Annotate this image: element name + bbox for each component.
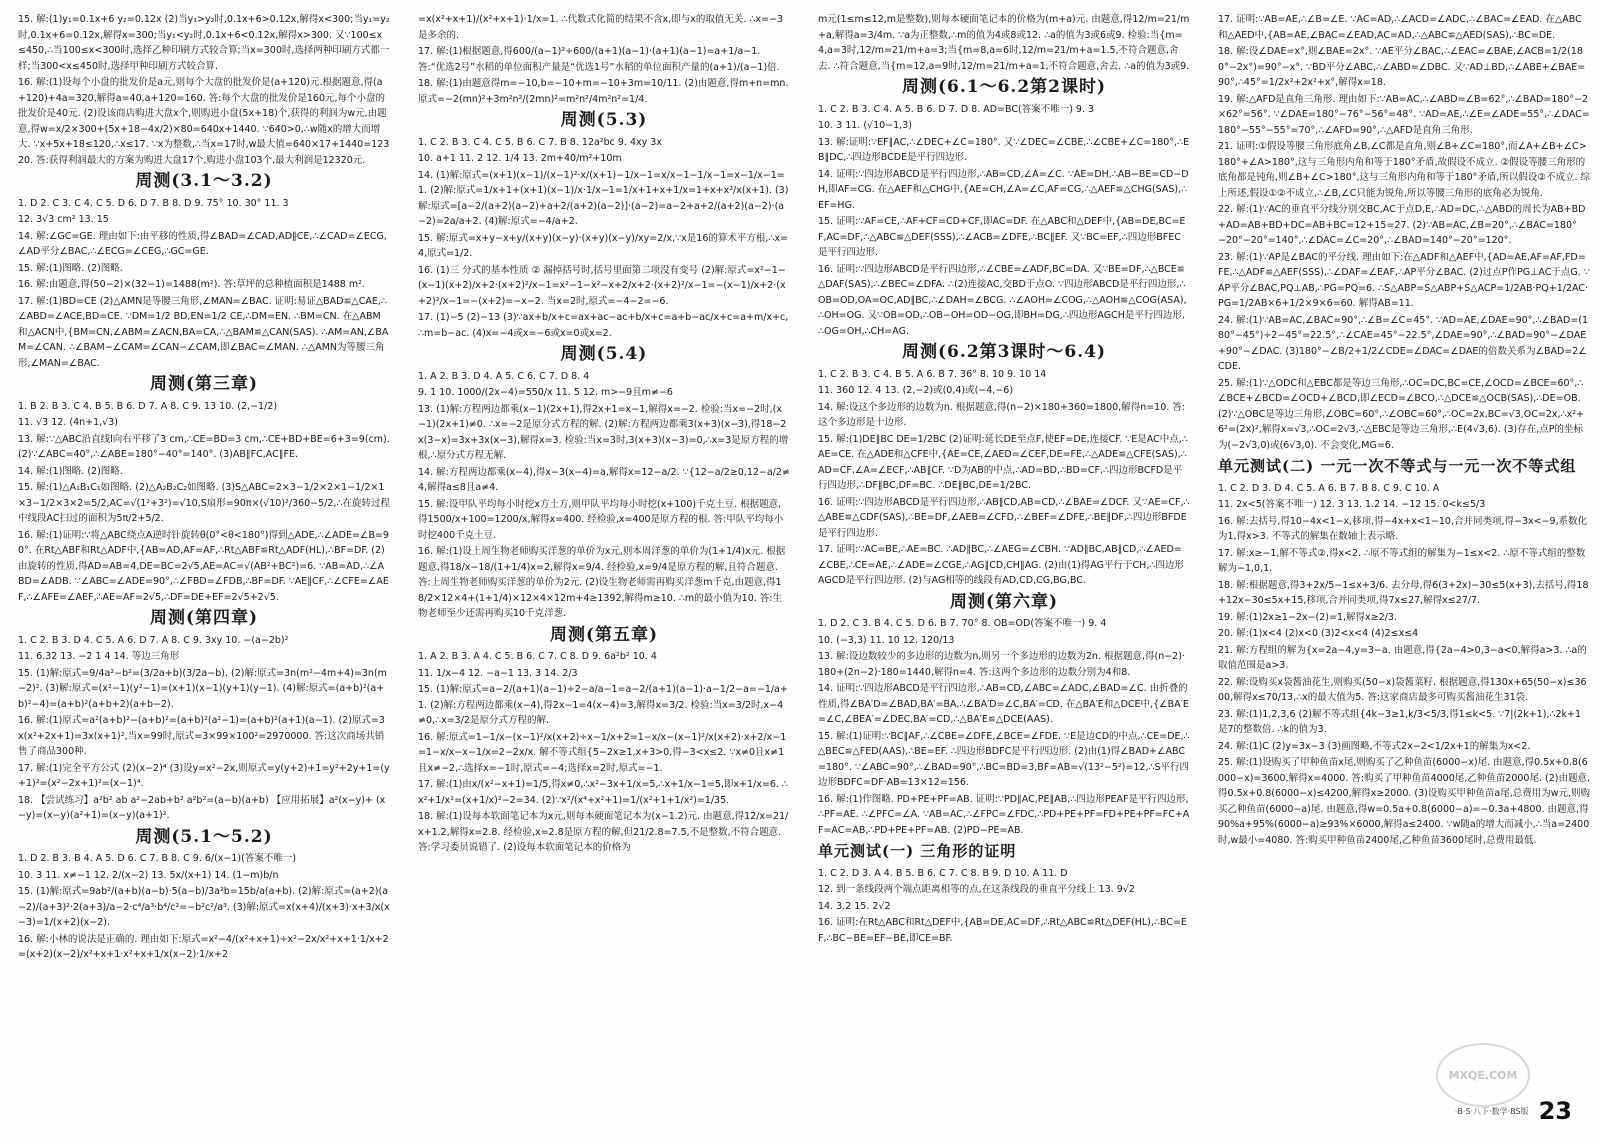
answer-entry: 1. C 2. B 3. C 4. C 5. B 6. C 7. B 8. 12a²bc 9. 4xy 3x (418, 136, 662, 148)
answer-entry: 15. 解:(1)△A₁B₁C₁如图略. (2)△A₂B₂C₂如图略. (3)S△ABC=2×3−1/2×2×1−1/2×1×3−1/2×3×2=5/2,AC=√(1²+3²)=√10,S扇形=90π×(√10)²/360−5/2,∴在旋转过程中线段AC扫过的面积为5π/2+5/2. (18, 482, 390, 524)
answer-entry: 15. 解:(1)证明:∵BC∥AF,∴∠CBE=∠DFE,∠BCE=∠FDE. ∵E是边CD的中点,∴CE=DE,∴△BEC≌△FED(AAS),∴BE=EF. ∴四边形BDFC是平行四边形. (2)由(1)得∠BAD+∠ABC=180°. ∵∠ABC=90°,∴∠BAD=90°,∴BC=BD=3,BF=AB=√(13²−5²)=12,∴S平行四边形BDFC=DF·AB=13×12=156. (818, 730, 1190, 788)
answer-entry: 14. 证明:∵四边形ABCD是平行四边形,∴AB=CD,∠A=∠C. ∵AE=DH,∴AB−BE=CD−DH,即AF=CG. 在△AEF和△CHG中,{AE=CH,∠A=∠C,AF=CG,∴△AEF≌△CHG(SAS),∴EF=HG. (818, 168, 1189, 211)
answer-entry: 11. 6.32 13. −2 1 4 14. 等边三角形 (18, 651, 180, 662)
section-heading: 周测(6.1～6.2第2课时) (901, 77, 1107, 97)
answer-entry: 19. 解:(1)2x≥1−2x−(2)=1,解得x≥2/3. (1218, 611, 1397, 623)
answer-entry: 24. 解:(1)C (2)y=3x−3 (3)画图略,不等式2x−2<1/2x+1的解集为x<2. (1218, 740, 1531, 752)
answer-entry: 1. A 2. B 3. A 4. C 5. B 6. C 7. C 8. D 9. 6a²b² 10. 4 (418, 651, 657, 662)
footer-label: ·B·S·八下·数学·BS版 (1454, 1106, 1529, 1116)
section-heading: 周测(5.3) (560, 110, 648, 130)
answer-entry: 17. 解:(1)由x/(x²−x+1)=1/5,得x≠0,∴x²−3x+1/x=5,∴x+1/x−1=5,即x+1/x=6. ∴x²+1/x²=(x+1/x)²−2=34. (2)∵x²/(x⁴+x²+1)=1/(x²+1+1/x²)=1/35. (418, 779, 788, 806)
answer-entry: 20. 解:(1)x<4 (2)x<0 (3)2<x<4 (4)2≤x≤4 (1218, 628, 1419, 639)
answer-entry: 1. C 2. D 3. D 4. C 5. A 6. B 7. B 8. C 9. C 10. A (1218, 482, 1440, 494)
answer-entry: 14. 解:(1)图略. (2)图略. (18, 465, 123, 477)
answer-entry: 9. 1 10. 1000/(2x−4)=550/x 11. 5 12. m>−9且m≠−6 (418, 387, 673, 398)
watermark-text: MXQE.COM (1448, 1068, 1518, 1082)
answer-entry: 22. 解:设购买x袋酱油花生,则购买(50−x)袋酱菜籽. 根据题意,得130x+65(50−x)≤3600,解得x≤70/13,∴x的最大值为5. 答:这家商店最多可购买酱油花生31袋. (1218, 676, 1587, 703)
answer-entry: 15. 解:设甲队平均每小时挖x方土方,则甲队平均每小时挖(x+100)千克土豆. 根据题意,得1500/x+100=1200/x,解得x=400. 经检验,x=400是原方程的根. 答:甲队平均每小时挖400千克土豆. (418, 498, 784, 541)
answer-entry: 24. 解:(1)∵AB=AC,∠BAC=90°,∴∠B=∠C=45°. ∵AD=AE,∠DAE=90°,∴∠BAD=(180°−45°)÷2−45°=22.5°,∴∠CAE=45°−22.5°,∠DAE=90°,∴∠BAD=90°−∠DAE+90°−∠DAC. (3)180°−∠B/2+1/2∠CDE=∠DAC=∠DAE的倍数关系为∠BAD=2∠CDE. (1218, 314, 1589, 372)
answer-column-2 (400, 0, 800, 1137)
answer-column-1 (0, 0, 400, 1137)
answer-entry: 15. 证明:∵AF=CE,∴AF+CF=CD+CF,即AC=DF. 在△ABC和△DEF中,{AB=DE,BC=EF,AC=DF,∴△ABC≌△DEF(SSS),∴∠ACB=∠DFE,∴BC∥EF. 又∵BC=EF,∴四边形BFEC是平行四边形. (818, 216, 1186, 258)
answer-column-3 (800, 0, 1200, 1137)
answer-entry: 13. 解:设边数较少的多边形的边数为n,则另一个多边形的边数为2n. 根据题意,得(n−2)·180+(2n−2)·180=1440,解得n=4. 答:这两个多边形的边数分别为4和8. (818, 651, 1185, 678)
answer-entry: 11. 360 12. 4 13. (2,−2)或(0,4)或(−4,−6) (818, 385, 1014, 396)
answer-entry: 16. 解:小林的说法是正确的. 理由如下:原式=x²−4/(x²+x+1)÷x²−2x/x²+x+1·1/x+2=(x+2)(x−2)/x²+x+1·x²+x+1/x(x−2)·1/x+2 (18, 933, 389, 960)
answer-entry: 12. 3√3 cm² 13. 15 (18, 214, 109, 225)
section-heading: 周测(3.1～3.2) (135, 171, 273, 191)
answer-entry: 22. 解:(1)∵AC的垂直平分线分别交BC,AC于点D,E,∴AD=DC,∴△ABD的周长为AB+BD+AD=AB+BD+DC=AB+BC=12+15=27. (2)∵AB=AC,∠B=20°,∴∠BAC=180°−20°−20°=140°,∴∠DAC=∠C=20°,∴∠BAD=140°−20°=120°. (1218, 204, 1586, 246)
answer-entry: 15. 解:(1)图略. (2)图略. (18, 262, 123, 274)
answer-entry: 16. 解:原式=1−1/x−(x−1)²/x(x+2)÷x−1/x+2=1−x/x−(x−1)²/x(x+2)·x+2/x−1=1−x/x−x−1/x=2−2x/x. 解不等式组{5−2x≥1,x+3>0,得−3<x≤2. ∵x≠0且x≠1且x≠−2,∴选择x=−1时,原式=−4;选择x=2时,原式=−1. (418, 731, 787, 774)
answer-entry: 16. 解:(1)证明:∵将△ABC绕点A逆时针旋转θ(0°<θ<180°)得到△ADE,∴∠ADE=∠B=90°. 在Rt△ABF和Rt△ADF中,{AB=AD,AF=AF,∴Rt△ABF≌Rt△ADF(HL),∴BF=DF. (2)由旋转的性质,得AD=AB=4,DE=BC=2√5,AE=AC=√(AB²+BC²)=6. ∵AB=AD,∴∠ABD=∠ADB. ∵∠ABC=∠ADE=90°,∴∠FBD=∠FDB,∴BF=DF. ∵AE∥CF,∴∠CFE=∠AEF,∴∠AFE=∠AEF,∴AE=AF=2√5,∴DF=DE+EF=2√5+2√5. (18, 529, 389, 603)
answer-entry: 12. 到一条线段两个端点距离相等的点,在这条线段的垂直平分线上 13. 9√2 (818, 884, 1135, 895)
answer-entry: 15. 解:(1)DE∥BC DE=1/2BC (2)证明:延长DE至点F,使EF=DE,连接CF. ∵E是AC中点,∴AE=CE. 在△ADE和△CFE中,{AE=CE,∠AED=∠CEF,DE=FE,∴△ADE≌△CFE(SAS),∴AD=CF,∠A=∠ECF,∴AB∥CF. ∵D为AB的中点,∴AD=BD,∴BD=CF,∴四边形BCFD是平行四边形,∴DF∥BC,DF=BC. ∴DE∥BC,DE=1/2BC. (818, 433, 1188, 491)
answer-entry: 1. D 2. B 3. B 4. A 5. D 6. C 7. B 8. C 9. 6/(x−1)(答案不唯一) (18, 853, 297, 864)
answer-entry: 23. 解:(1)∵AP是∠BAC的平分线. 理由如下:在△ADF和△AEF中,{AD=AE,AF=AF,FD=FE,∴△ADF≌△AEF(SSS),∴∠DAF=∠EAF,∴AP平分∠BAC. (2)过点P作PG⊥AC于点G. ∵AP平分∠BAC,PQ⊥AB,∴PG=PQ=6. ∴S△ABP=S△ABP+S△ACP=1/2AB·PQ+1/2AC·PG=1/2AB×6+1/2×9×6=60. 解得AB=11. (1218, 251, 1590, 309)
answer-entry: 1. C 2. D 3. A 4. B 5. B 6. C 7. C 8. B 9. D 10. A 11. D (818, 867, 1068, 879)
answer-entry: 16. 解:(1)原式=a²(a+b)²−(a+b)²=(a+b)²(a²−1)=(a+b)²(a+1)(a−1). (2)原式=3x(x²+2x+1)=3x(x+1)²,当x=99时,原式=3×99×100²=2970000. 答:这次商场共销售了商品300种. (18, 715, 385, 757)
answer-entry: 13. 解:证明:∵EF∥AC,∴∠DEC+∠C=180°. 又∵∠DEC=∠CBE,∴∠CBE+∠C=180°,∴EB∥DC,∴四边形BCDE是平行四边形. (818, 136, 1190, 163)
answer-entry: 11. 2x<5(答案不唯一) 12. 3 13. 1.2 14. −12 15. 0<k≤5/3 (1218, 499, 1486, 510)
section-heading: 周测(第六章) (949, 591, 1059, 612)
answer-entry: 13. (1)解:方程两边都乘(x−1)(2x+1),得2x+1=x−1,解得x=−2. 检验:当x=−2时,(x−1)(2x+1)≠0. ∴x=−2是原分式方程的解. (2)解:方程两边都乘3(x+3)(x−3),得18−2x(3−x)=3x+3x(x−3),解得x=3. 检验:当x=3时,3(x+3)(x−3)=0,∴x=3是原方程的增根,∴原分式方程无解. (418, 403, 789, 461)
unit-test-heading: 单元测试(二) 一元一次不等式与一元一次不等式组 (1218, 457, 1577, 475)
answer-entry: 1. D 2. C 3. C 4. C 5. D 6. D 7. B 8. D 9. 75° 10. 30° 11. 3 (18, 197, 289, 209)
answer-entry: 1. D 2. C 3. B 4. C 5. D 6. B 7. 70° 8. OB=OD(答案不唯一) 9. 4 (818, 618, 1107, 629)
answer-entry: 18. 解:(1)设每本软面笔记本为x元,则每本硬面笔记本为(x−1.2)元. 由题意,得12/x=21/x+1.2,解得x=2.8. 经检验,x=2.8是原方程的解,但21/2.8=7.5,不是整数,不符合题意. 答:学习委员说错了. (2)设每本软面笔记本的价格为 (418, 811, 789, 853)
answer-entry: 21. 解:方程组的解为{x=2a−4,y=3−a. 由题意,得{2a−4>0,3−a<0,解得a>3. ∴a的取值范围是a>3. (1218, 644, 1587, 671)
answer-entry: 18. 【尝试练习】a²b² ab a²−2ab+b² a²b²=(a−b)(a+b) 【应用拓展】a²(x−y)+ (x−y)=(x−y)(a²+1)=(x−y)(a+1)². (18, 794, 386, 821)
answer-entry: 16. 解:(1)设上周生物老师购买洋葱的单价为x元,则本周洋葱的单价为(1+1/4)x元. 根据题意,得18/x−18/(1+1/4)x=2,解得x=9/4. 经检验,x=9/4是原方程的解,且符合题意. 答:上周生物老师购买洋葱的单价为2元. (2)设生物老师需再购买洋葱m千克,由题意,得18/2×12×4+(1+1/4)×12×4×12m+4≥1392,解得m≥10. ∴m的最小值为10. 答:生物老师至少还需再购买10千克洋葱. (418, 546, 786, 619)
section-heading: 周测(第三章) (149, 374, 259, 394)
answer-entry: 25. 解:(1)∵△ODC和△EBC都是等边三角形,∴OC=DC,BC=CE,∠OCD=∠BCE=60°,∴∠BCE+∠BCD=∠OCD+∠BCD,即∠ECD=∠BCO,∴△DCE≌△OCB(SAS),∴DE=OB. (2)∵△OBC是等边三角形,∠OBC=60°,∴∠OBC=60°,∴OC=2x,BC=√3,OC=2x,∴x²+6²=(2x)²,解得x=√3,∴OC=2√3,∴△EBC是等边三角形,∴E(4√3,6). (3)存在,点P的坐标为(−2√3,0)或(6√3,0). 不会变化,MG=6. (1218, 377, 1584, 451)
page-number: 23 (1538, 1097, 1572, 1125)
answer-entry: 17. 解:(1)BD=CE (2)△AMN是等腰三角形,∠MAN=∠BAC. 证明:易证△BAD≌△CAE,∴∠ABD=∠ACE,BD=CE. ∵DM=1/2 BD,EN=1/2 CE,∴DM=EN. ∴BM=CN. 在△ABM和△ACN中,{BM=CN,∠ABM=∠ACN,BA=CA,∴△BAM≌△CAN(SAS). ∴AM=AN,∠BAM=∠CAN. ∴∠BAM−∠CAM=∠CAN−∠CAM,即∠BAC=∠MAN. ∴△AMN为等腰三角形,∠MAN=∠BAC. (18, 295, 389, 369)
answer-entry: 17. 解:x≥−1,解不等式②,得x<2. ∴原不等式组的解集为−1≤x<2. ∴原不等式组的整数解为−1,0,1. (1218, 547, 1586, 574)
answer-entry: =x(x²+x+1)/(x²+x+1)·1/x=1. ∴代数式化简的结果不含x,即与x的取值无关. ∴x=−3是多余的. (418, 14, 784, 41)
answer-entry: 16. 证明:∵四边形ABCD是平行四边形,∴AB∥CD,AB=CD,∴∠BAE=∠DCF. 又∵AE=CF,∴△ABE≌△CDF(SAS),∴BE=DF,∠AEB=∠CFD,∴∠BEF=∠DFE,∴BE∥DF,∴四边形BFDE是平行四边形. (818, 496, 1190, 539)
answer-entry: m元(1≤m≤12,m是整数),则每本硬面笔记本的价格为(m+a)元. 由题意,得12/m=21/m+a,解得a=3/4m. ∵a为正整数,∴m的值为4或8或12. ∴a的值为3或6或9. 检验:当{m=4,a=3时,12/m=21/m+a=3;当{m=8,a=6时,12/m=21/m+a=1.5,不符合题意,舍去. ∴符合题意,当{m=12,a=9时,12/m=21/m+a=1,不符合题意,舍去. ∴a的值为3或9. (818, 14, 1190, 72)
answer-entry: 14. 解:方程两边都乘(x−4),得x−3(x−4)=a,解得x=12−a/2. ∵{12−a/2≥0,12−a/2≠4,解得a≤8且a≠4. (418, 466, 790, 493)
answer-entry: 1. A 2. B 3. D 4. A 5. C 6. C 7. D 8. 4 (418, 370, 590, 382)
section-heading: 周测(5.4) (560, 344, 648, 364)
answer-entry: 1. C 2. B 3. D 4. C 5. A 6. D 7. A 8. C 9. 3xy 10. −(a−2b)² (18, 634, 289, 646)
answer-entry: 15. (1)解:原式=9/4a²−b²=(3/2a+b)(3/2a−b). (2)解:原式=3n(m²−4m+4)=3n(m−2)². (3)解:原式=(x²−1)(y²−1)=(x+1)(x−1)(y+1)(y−1). (4)解:原式=(a+b)²(a+b)²−4)=(a+b)²(a+b+2)(a+b−2). (18, 667, 387, 710)
answer-column-4 (1200, 0, 1600, 1137)
section-heading: 周测(5.1～5.2) (135, 826, 273, 847)
unit-test-heading: 单元测试(一) 三角形的证明 (818, 842, 1017, 860)
answer-entry: 10. a+1 11. 2 12. 1/4 13. 2m+40/m²+10m (418, 153, 622, 164)
answer-entry: 18. 解:根据题意,得3+2x/5−1≤x+3/6. 去分母,得6(3+2x)−30≤5(x+3),去括号,得18+12x−30≤5x+15,移项,合并同类项,得7x≤27,解得x≤27/7. (1218, 579, 1589, 606)
answer-entry: 14. 解:设这个多边形的边数为n. 根据题意,得(n−2)×180+360=1800,解得n=10. 答:这个多边形是十边形. (818, 401, 1185, 428)
answer-entry: 14. 解:∠GC=GE. 理由如下:由平移的性质,得∠BAD=∠CAD,AD∥CE,∴∠CAD=∠ECG,∠AD平分∠BAC,∴∠ECG=∠CEG,∴GC=GE. (18, 230, 387, 257)
answer-entry: 16. 证明:在Rt△ABC和Rt△DEF中,{AB=DE,AC=DF,∴Rt△ABC≌Rt△DEF(HL),∴BC=EF,∴BC−BE=EF−BE,即CE=BF. (818, 917, 1187, 944)
section-heading: 周测(第五章) (549, 624, 659, 645)
answer-entry: 11. √3 12. (4n+1,√3) (18, 417, 118, 428)
answer-entry: 17. 解:(1)完全平方公式 (2)(x−2)⁴ (3)设y=x²−2x,则原式=y(y+2)+1=y²+2y+1=(y+1)²=(x²−2x+1)²=(x−1)⁴. (18, 762, 390, 789)
answer-entry: 1. B 2. B 3. C 4. B 5. B 6. D 7. A 8. C 9. 13 10. (2,−1/2) (18, 400, 278, 412)
answer-entry: 10. (−3,3) 11. 10 12. 120/13 (818, 634, 955, 646)
answer-entry: 16. 解:去括号,得10−4x<1−x,移项,得−4x+x<1−10,合并同类项,得−3x<−9,系数化为1,得x>3. 不等式的解集在数轴上表示略. (1218, 515, 1588, 542)
answer-entry: 15. 解:(1)y₁=0.1x+6 y₂=0.12x (2)当y₁>y₂时,0.1x+6>0.12x,解得x<300;当y₁=y₂时,0.1x+6=0.12x,解得x=300;当y₁<y₂时,0.1x+6<0.12x,解得x>300. 又∵100≤x≤450,∴当100≤x<300时,选择乙种印刷方式较合算;当x=300时,选择两种印刷方式都一样;当300<x≤450时,选择甲种印刷方式较合算. (18, 14, 390, 72)
section-heading: 周测(6.2第3课时～6.4) (901, 342, 1107, 362)
answer-entry: 15. (1)解:原式=9ab²/(a+b)(a−b)·5(a−b)/3a²b=15b/a(a+b). (2)解:原式=(a+2)(a−2)/(a+3)²·2(a+3)/a−2·c⁴/a³·b⁴/c²=−b²c²/a³. (3)解:原式=x(x+4)/(x+3)·x+3/x(x−3)=1/(x+2)(x−2). (18, 886, 390, 928)
watermark-logo (1436, 1043, 1530, 1107)
answer-entry: 25. 解:(1)设购买了甲种鱼苗x尾,则购买了乙种鱼苗(6000−x)尾. 由题意,得0.5x+0.8(6000−x)=3600,解得x=4000. 答:购买了甲种鱼苗4000尾,乙种鱼苗2000尾. (2)由题意,得0.5x+0.8(6000−x)≤4200,解得x≥2000. (3)设购买甲种鱼苗a尾,总费用为w元,则购买乙种鱼苗(6000−a)尾. 由题意,得w=0.5a+0.8(6000−a)=−0.3a+4800. 由题意,得90%a+95%(6000−a)≥93%×6000,解得a≤2400. ∵w随a的增大而减小,∴当a=2400时,w最小=4080. 答:购买甲种鱼苗2400尾,乙种鱼苗3600尾时,总费用最低. (1218, 757, 1591, 846)
section-heading: 周测(第四章) (149, 608, 259, 628)
answer-entry: 16. 解:(1)设每个小盘的批发价是a元,则每个大盘的批发价是(a+120)元.根据题意,得(a+120)+4a=320,解得a=40,a+120=160. 答:每个大盘的批发价是160元,每个小盘的批发价是40元. (2)设该商店购进大盘x个,则购进小盘(5x+18)个,获得的利润为w元,由题意,得w=x/2×300+(5x+18−4x/2)×80=640x+1440. ∵640>0,∴w随x的增大而增大. ∵x+5x+18≤120,∴x≤17. ∵x为整数,∴当x=17时,w最大值=640×17+1440=12320. 答:获得利润最大的方案为购进大盘17个,购进小盘103个,最大利润是12320元. (18, 77, 390, 166)
answer-entry: 16. 证明:∵四边形ABCD是平行四边形,∴∠CBE=∠ADF,BC=DA. 又∵BE=DF,∴△BCE≌△DAF(SAS),∴∠BEC=∠DFA. ∴(2)连接AC,交BD于点O. ∵四边形ABCD是平行四边形,∴OB=OD,OA=OC,AD∥BC,∴∠DAH=∠BCG. ∴∠AOH=∠COG,∴△AOH≌△COG(ASA),∴OH=OG. 又∵OB=OD,∴OB−OH=OD−OG,即BH=DG,∴四边形AGCH是平行四边形,∴OG=OH,∴CH=AG. (818, 263, 1187, 337)
answer-entry: 11. 1/x−4 12. −a−1 13. 3 14. 2/3 (418, 667, 578, 679)
answer-entry: 18. 解:设∠DAE=x°,则∠BAE=2x°. ∵AE平分∠BAC,∴∠EAC=∠BAE,∠ACB=1/2(180°−2x°)=90°−x°. ∵BD平分∠ABC,∴∠ABD=∠DBC. 又∵AD⊥BD,∴∠ABE+∠BAE=90°,∴45°=1/2x²+2x²+x°,解得x=18. (1218, 46, 1586, 88)
answer-entry: 16. 解:(1)作图略. PD+PE+PF=AB. 证明:∵PD∥AC,PE∥AB,∴四边形PEAF是平行四边形,∴PF=AE. ∴∠PFC=∠A. ∵AB=AC,∴∠FPC=∠FDC,∴PD+PE+PF=FD+PE+PF=FC+AF=AC=AB,∴PD+PE+PF=AB. (2)PD−PE=AB. (818, 793, 1190, 836)
answer-entry: 15. (1)解:原式=a−2/(a+1)(a−1)÷2−a/a−1=a−2/(a+1)(a−1)·a−1/2−a=−1/a+1. (2)解:方程两边都乘(x−4),得2x−1=4(x−4)=3,解得x=3/2. 检验:当x=3/2时,x−4≠0,∴x=3/2是原分式方程的解. (418, 684, 788, 726)
answer-entry: 14. 证明:∵四边形ABCD是平行四边形,∴AB=CD,∠ABC=∠ADC,∠BAD=∠C. 由折叠的性质,得∠BA′D=∠BAD,BA′=BA,∴∠BA′D=∠C,BA′=CD. 在△BA′E和△DCE中,{∠BA′E=∠C,∠BEA′=∠DEC,BA′=CD,∴△BA′E≌△DCE(AAS). (818, 683, 1189, 725)
answer-entry: 17. 解:(1)根据题意,得600/(a−1)²÷600/(a+1)(a−1)·(a+1)(a−1)=a+1/a−1. 答:“优选2号”水稻的单位面积产量是“优选1号”水稻的单位面积产量的(a+1)/(a−1)倍. (418, 46, 780, 73)
answer-entry: 16. (1)三 分式的基本性质 ② 漏掉括号时,括号里面第二项没有变号 (2)解:原式=x²−1−(x−1)(x+2)/x+2·(x+2)²/x−1=x²−1−x²−x+2/x+2·(x+2)²/x−1=−(x−1)/x+2·(x+2)²/x−1=−(x+2)=−x−2. 当x=2时,原式=−4−2=−6. (418, 264, 786, 307)
answer-entry: 10. 3 11. (√10−1,3) (818, 120, 912, 131)
answer-entry: 21. 证明:①假设等腰三角形底角∠B,∠C都是直角,则∠B+∠C=180°,而∠A+∠B+∠C>180°+∠A>180°,这与三角形内角和等于180°矛盾,故假设不成立. ②假设等腰三角形的底角都是钝角,则∠B+∠C>180°,这与三角形内角和等于180°矛盾,所以假设②不成立. 综上所述,假设①②不成立,∴∠B,∠C只能为锐角,所以等腰三角形的底角必为锐角. (1218, 141, 1590, 199)
answer-entry: 14. (1)解:原式=(x+1)(x−1)/(x−1)²·x/(x+1)−1/x−1=x/x−1−1/x−1=x−1/x−1=1. (2)解:原式=1/x+1+(x+1)(x−1)/x·1/x−1=1/x+1+x+1/x=1+x+x²/x(x+1). (3)解:原式=[a−2/(a+2)(a−2)+a+2/(a+2)(a−2)]·(a−2)=a−2+a+2/(a+2)(a−2)·(a−2)=2a/a+2. (4)解:原式=−4/a+2. (418, 169, 789, 227)
answer-entry: 16. 解:由题意,得(50−2)×(32−1)=1488(m²). 答:草坪的总种植面积是1488 m². (18, 279, 365, 290)
answer-entry: 18. 解:(1)由题意得m=−10,b=−10+m=−10+3m=10/11. (2)由题意,得m+n=mn. 原式=−2(mn)²+3m²n²/(2mn)²=m²n²/4m²n²=1/4. (418, 78, 789, 105)
answer-entry: 23. 解:(1)1,2,3,6 (2)解不等式组{4k−3≥1,k/3<5/3,得1≤k<5. ∵7|(2k+1),∴2k+1是7的整数倍. ∴k的值为3. (1218, 708, 1582, 735)
answer-entry: 17. 证明:∵AB=AE,∴∠B=∠E. ∵AC=AD,∴∠ACD=∠ADC,∴∠BAC=∠EAD. 在△ABC和△AED中,{AB=AE,∠BAC=∠EAD,AC=AD,∴△ABC≌△AED(SAS),∴BC=DE. (1218, 14, 1582, 41)
answer-entry: 15. 解:原式=x+y−x+y/(x+y)(x−y)·(x+y)(x−y)/xy=2/x,∵x是16的算术平方根,∴x=4,原式=1/2. (418, 232, 789, 259)
answer-entry: 14. 3.2 15. 2√2 (818, 900, 891, 912)
answer-entry: 13. 解:∵△ABC沿直线l向右平移了3 cm,∴CE=BD=3 cm,∴CE+BD+BE=6+3=9(cm). (2)∵∠ABC=40°,∴∠ABE=180°−40°=140°. (3)AB∥FC,AC∥FE. (18, 433, 390, 460)
answer-entry: 17. 证明:∵AC=BE,∴AE=BC. ∴AD∥BC,∴∠AEG=∠CBH. ∵AD∥BC,AB∥CD,∴∠AED=∠CBE,∴CE=AE,∴∠ADE=∠CGE,∴AG∥CD,CH∥AG. (2)由(1)得AG平行于CH,∴四边形AGCD是平行四边形. (2)与AG相等的线段有AD,CD,CG,BG,BC. (818, 544, 1184, 586)
answer-entry: 10. 3 11. x≠−1 12. 2/(x−2) 13. 5x/(x+1) 14. (1−m)b/n (18, 869, 279, 881)
answer-entry: 19. 解:△AFD是直角三角形. 理由如下:∵AB=AC,∴∠ABD=∠B=62°,∴∠BAD=180°−2×62°=56°. ∵∠DAE=180°−76°−56°=48°. ∵AD=AE,∴∠E=∠ADE=55°,∴∠DAC=180°−55°−55°=70°,∴∠AFD=90°,∴△AFD是直角三角形. (1218, 93, 1590, 136)
answer-entry: 1. C 2. B 3. C 4. A 5. B 6. D 7. D 8. AD=BC(答案不唯一) 9. 3 (818, 103, 1095, 115)
answer-entry: 17. (1)−5 (2)−13 (3)∵ax+b/x+c=ax+ac−ac+b/x+c=a+b−ac/x+c=a+m/x+c,∴m=b−ac. (4)x=−4或x=−6或x=0或x=2. (418, 312, 789, 339)
answer-entry: 1. C 2. B 3. C 4. B 5. A 6. B 7. 36° 8. 10 9. 10 14 (818, 368, 1047, 380)
